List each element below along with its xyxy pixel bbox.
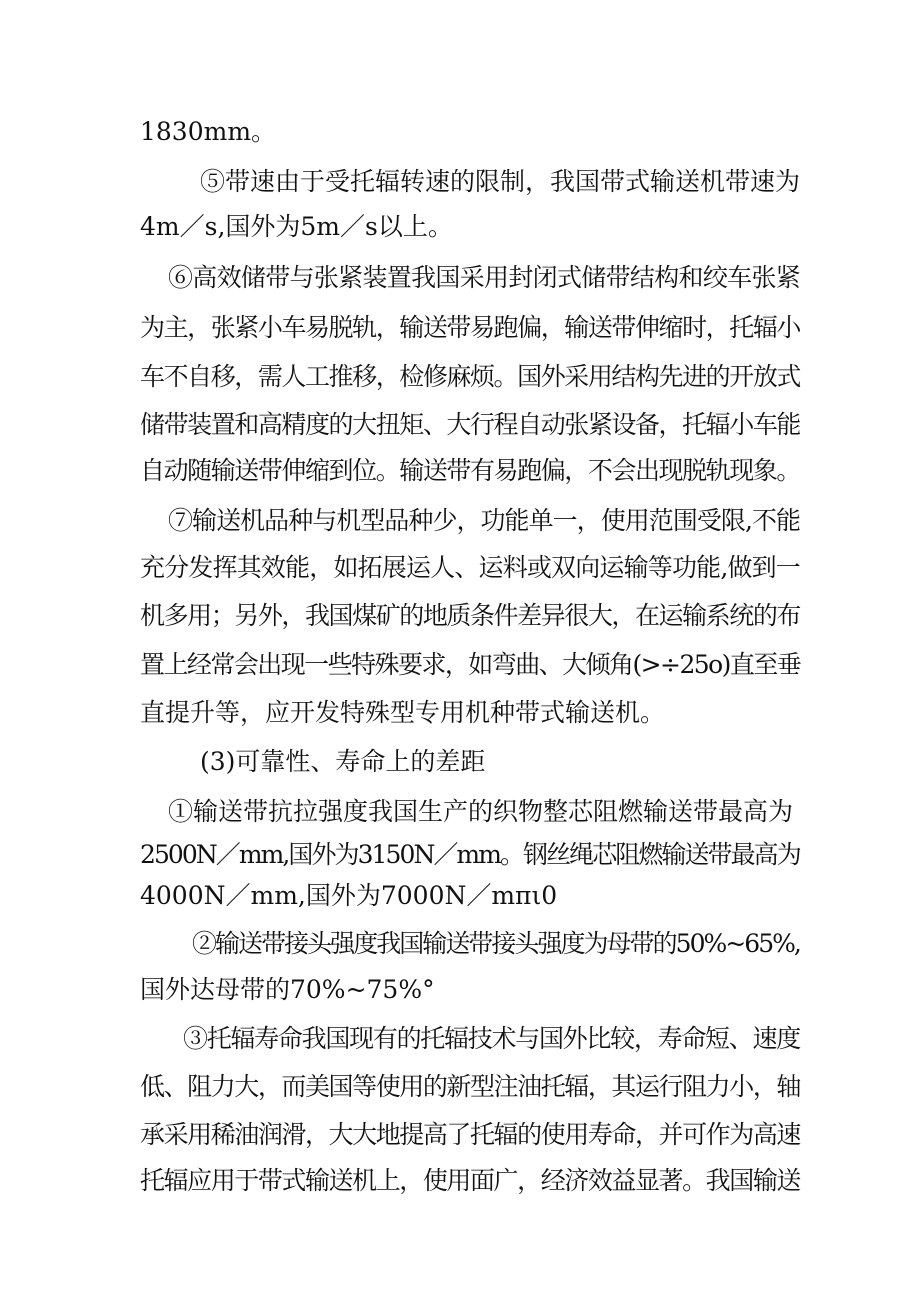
section-heading: (3)可靠性、寿命上的差距	[200, 747, 486, 776]
text-line: 1830mm。	[140, 117, 277, 146]
text-line: 托辐应用于带式输送机上，使用面广，经济效益显著。我国输送	[140, 1166, 800, 1195]
text-line: 4000N／mm,国外为7000N／mπι0	[140, 881, 558, 910]
text-line: 置上经常会出现一些特殊要求，如弯曲、大倾角(>÷25o)直至垂	[140, 650, 801, 679]
text-line: 车不自移，需人工推移，检修麻烦。国外采用结构先进的开放式	[140, 362, 800, 391]
text-line: ②输送带接头强度我国输送带接头强度为母带的50%~65%,	[192, 929, 800, 958]
text-line: ⑥高效储带与张紧装置我国采用封闭式储带结构和绞车张紧	[168, 263, 801, 292]
text-line: 2500N／mm,国外为3150N／mm。钢丝绳芯阻燃输送带最高为	[140, 840, 800, 869]
text-line: 充分发挥其效能，如拓展运人、运料或双向运输等功能,做到一	[140, 553, 800, 582]
text-line: 承采用稀油润滑，大大地提高了托辐的使用寿命，并可作为高速	[140, 1120, 800, 1149]
text-line: 储带装置和高精度的大扭矩、大行程自动张紧设备，托辐小车能	[140, 410, 800, 439]
text-line: ⑤带速由于受托辐转速的限制，我国带式输送机带速为	[200, 167, 801, 196]
text-line: 机多用；另外，我国煤矿的地质条件差异很大，在运输系统的布	[140, 601, 800, 630]
text-line: 为主，张紧小车易脱轨，输送带易跑偏，输送带伸缩时，托辐小	[140, 313, 800, 342]
text-line: 4m／s,国外为5m／s以上。	[140, 212, 453, 241]
text-line: ③托辐寿命我国现有的托辐技术与国外比较，寿命短、速度	[183, 1024, 800, 1053]
text-line: 直提升等，应开发特殊型专用机种带式输送机。	[140, 698, 666, 727]
text-line: ⑦输送机品种与机型品种少，功能单一，使用范围受限,不能	[168, 506, 801, 535]
text-line: ①输送带抗拉强度我国生产的织物整芯阻燃输送带最高为	[168, 797, 794, 826]
text-line: 自动随输送带伸缩到位。输送带有易跑偏，不会出现脱轨现象。	[140, 456, 800, 485]
text-line: 低、阻力大，而美国等使用的新型注油托辐，其运行阻力小，轴	[140, 1072, 800, 1101]
text-line: 国外达母带的70%~75%°	[140, 975, 435, 1004]
